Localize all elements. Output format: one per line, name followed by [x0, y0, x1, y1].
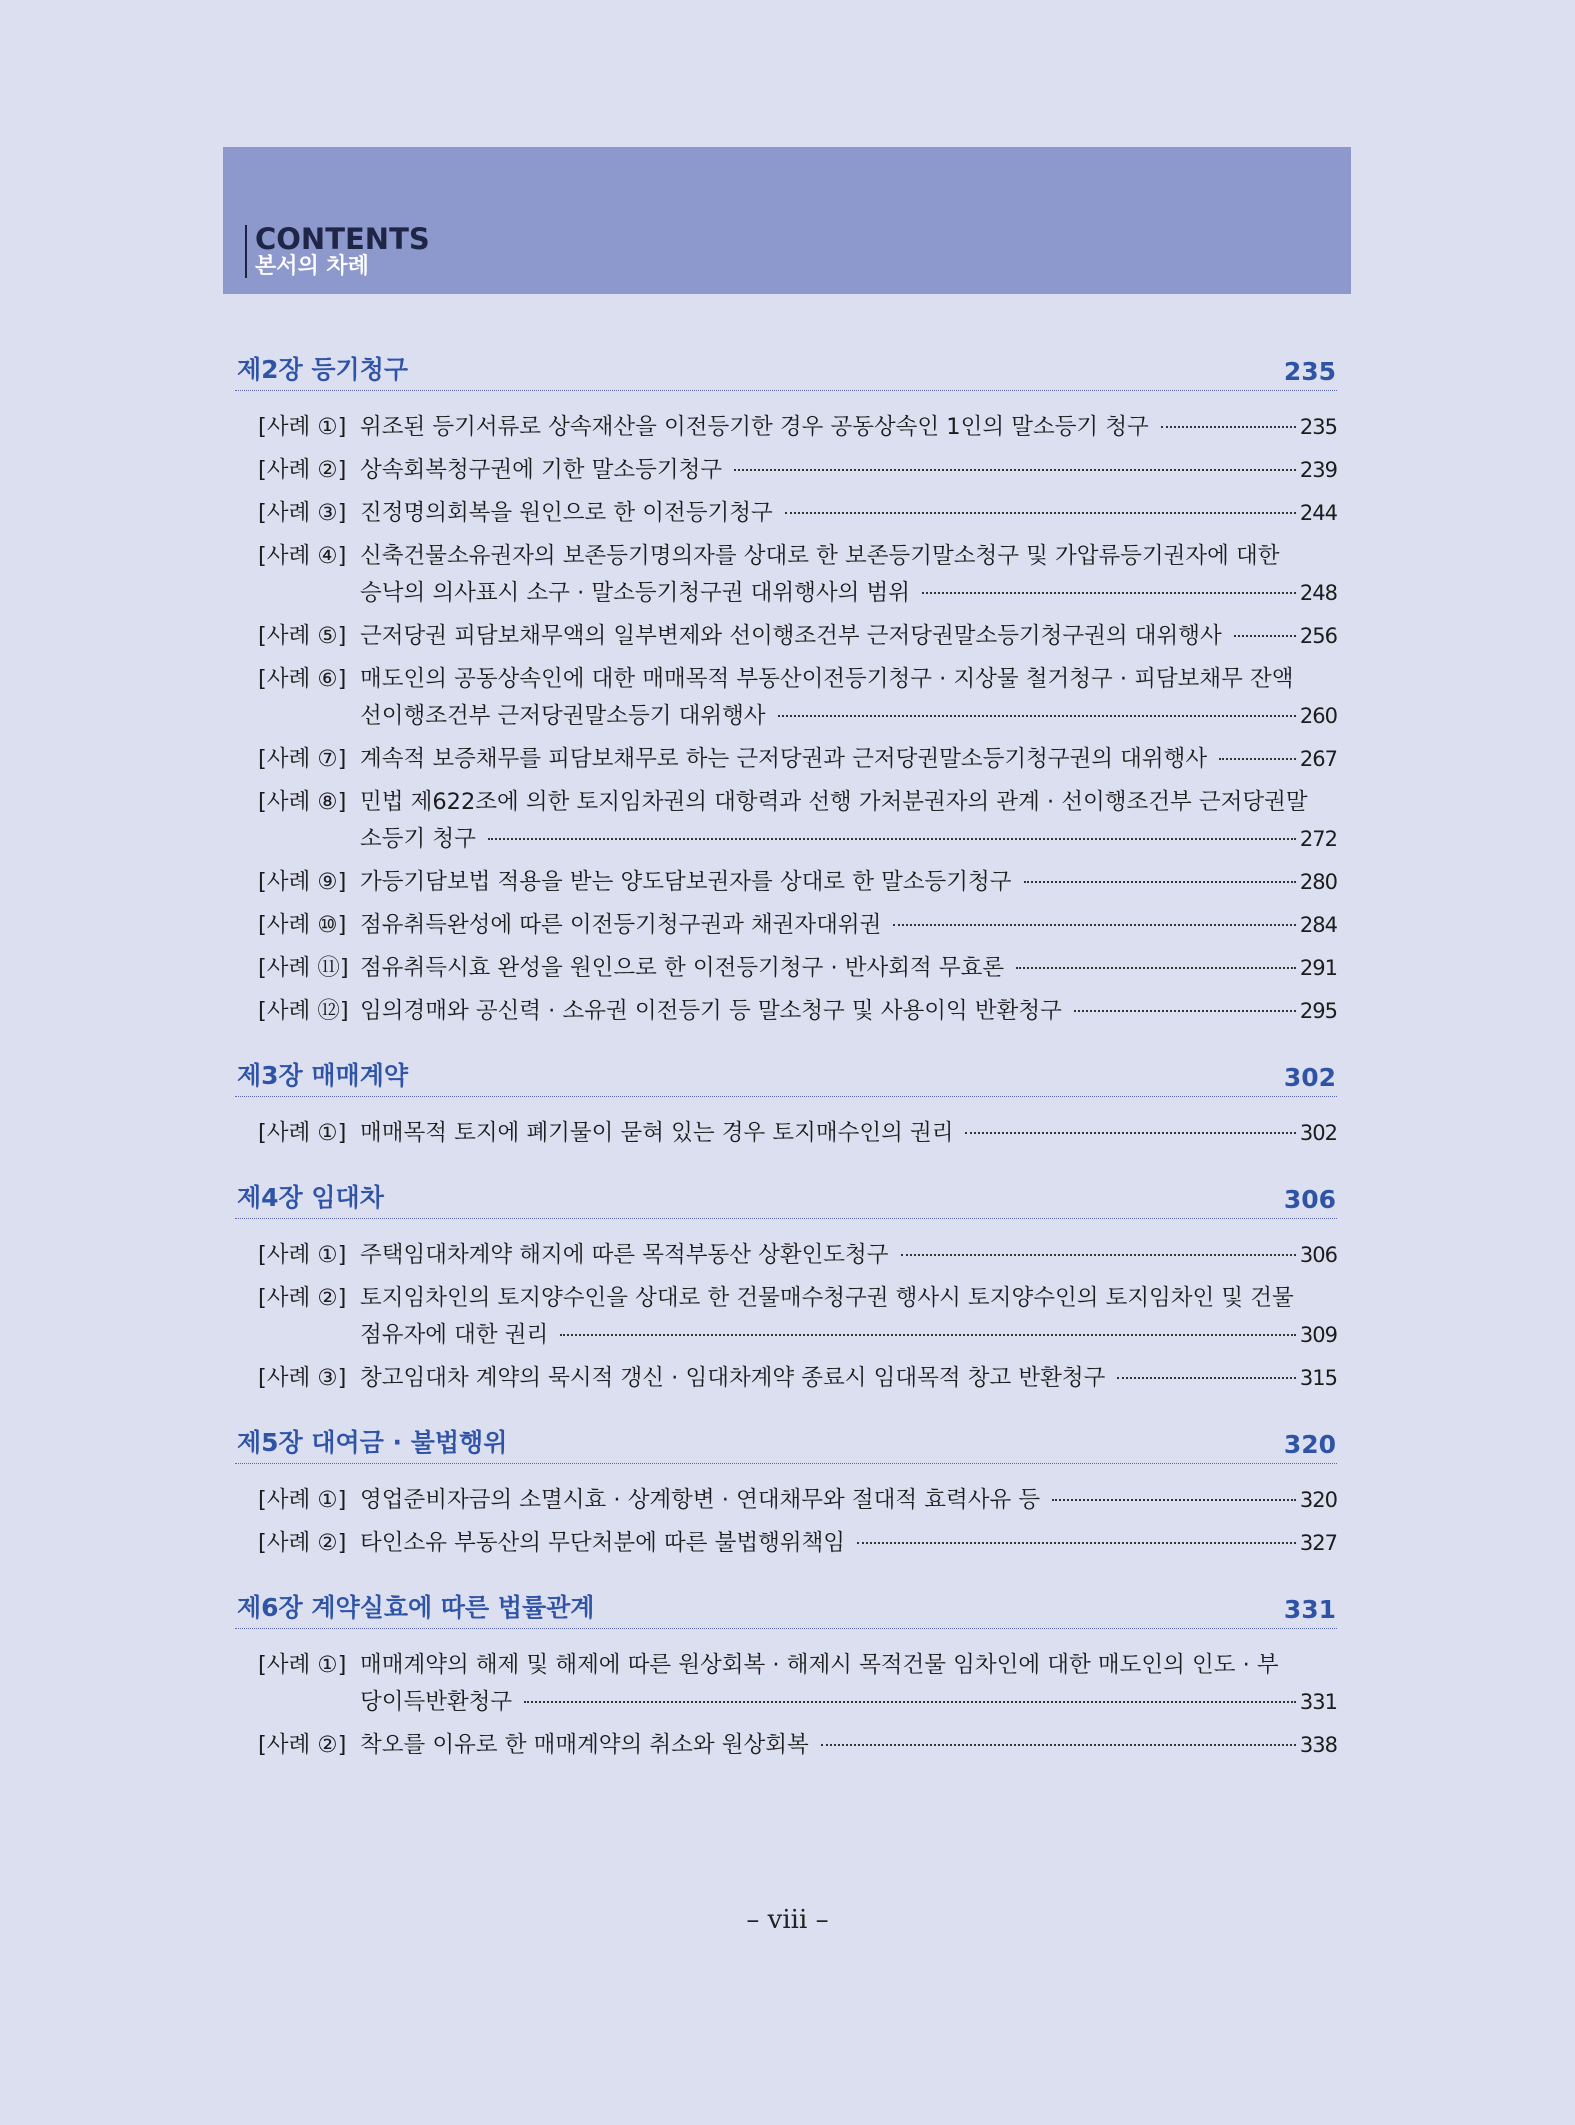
entry-label: [사례 ⑪]	[258, 955, 349, 981]
entry-label: [사례 ③]	[258, 500, 347, 526]
toc-entry[interactable]	[258, 741, 1337, 778]
entry-label: [사례 ④]	[258, 543, 347, 569]
entry-text-line: 소등기 청구	[360, 826, 476, 852]
entry-text-line: 계속적 보증채무를 피담보채무로 하는 근저당권과 근저당권말소등기청구권의 대위행사	[360, 746, 1208, 772]
entry-body	[360, 1115, 1337, 1152]
toc-entry[interactable]	[258, 1647, 1337, 1721]
dot-leader	[965, 1132, 1295, 1134]
chapter-title: 제2장 등기청구	[237, 355, 408, 384]
entry-page-number: 267	[1299, 747, 1337, 771]
entry-body	[360, 1237, 1337, 1274]
entry-page-number: 302	[1299, 1121, 1337, 1145]
contents-title	[245, 222, 430, 279]
dot-leader	[857, 1542, 1296, 1544]
entry-last-line	[360, 993, 1337, 1030]
chapter-page: 320	[1283, 1430, 1336, 1459]
page-number: – viii –	[746, 1905, 829, 1935]
chapter-section	[235, 1178, 1337, 1397]
entry-text-line: 매매목적 토지에 폐기물이 묻혀 있는 경우 토지매수인의 권리	[360, 1120, 954, 1146]
dot-leader	[734, 469, 1296, 471]
entry-page-number: 315	[1299, 1366, 1337, 1390]
dot-leader	[560, 1334, 1296, 1336]
dot-leader	[893, 924, 1296, 926]
entry-body	[360, 864, 1337, 901]
entry-body	[360, 538, 1337, 612]
entry-body	[360, 452, 1337, 489]
chapter-section	[235, 1423, 1337, 1562]
entry-page-number: 327	[1299, 1531, 1337, 1555]
entry-label: [사례 ⑤]	[258, 623, 347, 649]
entry-body	[360, 495, 1337, 532]
entry-label: [사례 ①]	[258, 1652, 347, 1678]
chapter-heading[interactable]	[235, 1423, 1337, 1464]
entry-label: [사례 ②]	[258, 1530, 347, 1556]
entry-text-line: 임의경매와 공신력 · 소유권 이전등기 등 말소청구 및 사용이익 반환청구	[360, 998, 1062, 1024]
entry-label: [사례 ①]	[258, 414, 347, 440]
chapter-title: 제3장 매매계약	[237, 1061, 408, 1090]
entry-text-line: 위조된 등기서류로 상속재산을 이전등기한 경우 공동상속인 1인의 말소등기 청구	[360, 414, 1149, 440]
toc-entry[interactable]	[258, 661, 1337, 735]
entry-page-number: 309	[1299, 1323, 1337, 1347]
entry-last-line	[360, 1525, 1337, 1562]
entry-text-line: 영업준비자금의 소멸시효 · 상계항변 · 연대채무와 절대적 효력사유 등	[360, 1487, 1041, 1513]
entry-last-line	[360, 409, 1337, 446]
entry-label: [사례 ②]	[258, 457, 347, 483]
chapter-page: 302	[1283, 1063, 1336, 1092]
entry-text-line: 점유자에 대한 권리	[360, 1322, 549, 1348]
entry-last-line	[360, 1482, 1337, 1519]
dot-leader	[1052, 1499, 1296, 1501]
toc-entry[interactable]	[258, 452, 1337, 489]
entry-body	[360, 1727, 1337, 1764]
entry-last-line	[360, 741, 1337, 778]
toc-entry[interactable]	[258, 1525, 1337, 1562]
entry-text-line: 승낙의 의사표시 소구 · 말소등기청구권 대위행사의 범위	[360, 580, 910, 606]
dot-leader	[922, 592, 1296, 594]
entry-label: [사례 ①]	[258, 1120, 347, 1146]
dot-leader	[524, 1701, 1296, 1703]
toc-entry[interactable]	[258, 1280, 1337, 1354]
entry-body	[360, 784, 1337, 858]
toc-entry[interactable]	[258, 864, 1337, 901]
chapter-title: 제4장 임대차	[237, 1183, 384, 1212]
toc-entry[interactable]	[258, 1727, 1337, 1764]
entry-label: [사례 ⑩]	[258, 912, 347, 938]
dot-leader	[1074, 1010, 1296, 1012]
entry-body	[360, 993, 1337, 1030]
chapter-section	[235, 350, 1337, 1030]
entry-text-line: 창고임대차 계약의 묵시적 갱신 · 임대차계약 종료시 임대목적 창고 반환청구	[360, 1365, 1106, 1391]
entry-label: [사례 ①]	[258, 1242, 347, 1268]
dot-leader	[901, 1254, 1296, 1256]
entry-body	[360, 618, 1337, 655]
dot-leader	[1117, 1377, 1296, 1379]
entry-page-number: 338	[1299, 1733, 1337, 1757]
chapter-title: 제6장 계약실효에 따른 법률관계	[237, 1593, 595, 1622]
entry-last-line	[360, 821, 1337, 858]
entry-text-line: 선이행조건부 근저당권말소등기 대위행사	[360, 703, 766, 729]
chapter-heading[interactable]	[235, 1178, 1337, 1219]
entry-last-line	[360, 1317, 1337, 1354]
entry-text-line: 근저당권 피담보채무액의 일부변제와 선이행조건부 근저당권말소등기청구권의 대위행사	[360, 623, 1222, 649]
entry-text-line: 진정명의회복을 원인으로 한 이전등기청구	[360, 500, 773, 526]
entry-last-line	[360, 495, 1337, 532]
entry-body	[360, 661, 1337, 735]
entry-label: [사례 ⑨]	[258, 869, 347, 895]
entry-text-line: 신축건물소유권자의 보존등기명의자를 상대로 한 보존등기말소청구 및 가압류등기권자에 대한	[360, 543, 1280, 569]
entry-text-line: 점유취득시효 완성을 원인으로 한 이전등기청구 · 반사회적 무효론	[360, 955, 1005, 981]
entry-text-line: 매도인의 공동상속인에 대한 매매목적 부동산이전등기청구 · 지상물 철거청구 · 피담보채무 잔액	[360, 666, 1294, 692]
entry-page-number: 239	[1299, 458, 1337, 482]
entry-text-line: 착오를 이유로 한 매매계약의 취소와 원상회복	[360, 1732, 809, 1758]
entry-label: [사례 ①]	[258, 1487, 347, 1513]
entry-label: [사례 ②]	[258, 1285, 347, 1311]
entry-last-line	[360, 950, 1337, 987]
dot-leader	[785, 512, 1296, 514]
toc-entry[interactable]	[258, 1360, 1337, 1397]
entry-label: [사례 ⑦]	[258, 746, 347, 772]
toc-entry[interactable]	[258, 993, 1337, 1030]
toc-entry[interactable]	[258, 907, 1337, 944]
entry-page-number: 256	[1299, 624, 1337, 648]
entry-body	[360, 409, 1337, 446]
entry-text-line: 타인소유 부동산의 무단처분에 따른 불법행위책임	[360, 1530, 846, 1556]
entry-last-line	[360, 907, 1337, 944]
entry-last-line	[360, 864, 1337, 901]
entry-page-number: 244	[1299, 501, 1337, 525]
entry-last-line	[360, 452, 1337, 489]
chapter-section	[235, 1588, 1337, 1764]
entry-body	[360, 1280, 1337, 1354]
chapter-heading[interactable]	[235, 1056, 1337, 1097]
entry-body	[360, 1360, 1337, 1397]
entry-last-line	[360, 1360, 1337, 1397]
dot-leader	[1234, 635, 1296, 637]
dot-leader	[1016, 967, 1296, 969]
chapter-page: 306	[1283, 1185, 1336, 1214]
toc-entry[interactable]	[258, 538, 1337, 612]
header-band	[223, 147, 1351, 294]
contents-title-en: CONTENTS	[255, 222, 430, 256]
entry-label: [사례 ⑥]	[258, 666, 347, 692]
entry-last-line	[360, 1115, 1337, 1152]
entry-body	[360, 741, 1337, 778]
toc-entry[interactable]	[258, 784, 1337, 858]
entry-label: [사례 ⑧]	[258, 789, 347, 815]
entry-body	[360, 907, 1337, 944]
entry-last-line	[360, 698, 1337, 735]
entry-text-line: 토지임차인의 토지양수인을 상대로 한 건물매수청구권 행사시 토지양수인의 토지임차인 및 건물	[360, 1285, 1294, 1311]
entry-body	[360, 1647, 1337, 1721]
entry-text-line: 매매계약의 해제 및 해제에 따른 원상회복 · 해제시 목적건물 임차인에 대한 매도인의 인도 · 부	[360, 1652, 1279, 1678]
toc-entry[interactable]	[258, 1237, 1337, 1274]
contents-title-ko: 본서의 차례	[255, 254, 369, 279]
entry-last-line	[360, 1727, 1337, 1764]
chapter-title: 제5장 대여금 · 불법행위	[237, 1428, 508, 1457]
entry-page-number: 306	[1299, 1243, 1337, 1267]
entry-page-number: 295	[1299, 999, 1337, 1023]
chapter-section	[235, 1056, 1337, 1152]
entry-label: [사례 ②]	[258, 1732, 347, 1758]
entry-last-line	[360, 1684, 1337, 1721]
entry-body	[360, 1525, 1337, 1562]
entry-text-line: 상속회복청구권에 기한 말소등기청구	[360, 457, 723, 483]
chapter-heading[interactable]	[235, 350, 1337, 391]
entry-body	[360, 950, 1337, 987]
entry-last-line	[360, 1237, 1337, 1274]
entry-last-line	[360, 618, 1337, 655]
dot-leader	[1219, 758, 1296, 760]
entry-page-number: 284	[1299, 913, 1337, 937]
chapter-heading[interactable]	[235, 1588, 1337, 1629]
entry-page-number: 291	[1299, 956, 1337, 980]
toc-entry[interactable]	[258, 495, 1337, 532]
entry-page-number: 235	[1299, 415, 1337, 439]
entry-label: [사례 ③]	[258, 1365, 347, 1391]
chapter-page: 331	[1283, 1595, 1336, 1624]
dot-leader	[1024, 881, 1296, 883]
entry-page-number: 320	[1299, 1488, 1337, 1512]
toc-entry[interactable]	[258, 950, 1337, 987]
toc-entry[interactable]	[258, 409, 1337, 446]
entry-text-line: 민법 제622조에 의한 토지임차권의 대항력과 선행 가처분권자의 관계 · 선이행조건부 근저당권말	[360, 789, 1308, 815]
entry-body	[360, 1482, 1337, 1519]
entry-text-line: 가등기담보법 적용을 받는 양도담보권자를 상대로 한 말소등기청구	[360, 869, 1012, 895]
dot-leader	[488, 838, 1296, 840]
entry-page-number: 272	[1299, 827, 1337, 851]
entry-text-line: 주택임대차계약 해지에 따른 목적부동산 상환인도청구	[360, 1242, 889, 1268]
dot-leader	[778, 715, 1296, 717]
entry-page-number: 280	[1299, 870, 1337, 894]
entry-page-number: 248	[1299, 581, 1337, 605]
table-of-contents	[235, 350, 1337, 1790]
entry-text-line: 당이득반환청구	[360, 1689, 513, 1715]
entry-label: [사례 ⑫]	[258, 998, 349, 1024]
toc-entry[interactable]	[258, 1115, 1337, 1152]
toc-entry[interactable]	[258, 1482, 1337, 1519]
toc-entry[interactable]	[258, 618, 1337, 655]
dot-leader	[821, 1744, 1296, 1746]
entry-page-number: 331	[1299, 1690, 1337, 1714]
entry-last-line	[360, 575, 1337, 612]
chapter-page: 235	[1283, 357, 1336, 386]
entry-page-number: 260	[1299, 704, 1337, 728]
entry-text-line: 점유취득완성에 따른 이전등기청구권과 채권자대위권	[360, 912, 882, 938]
dot-leader	[1161, 426, 1296, 428]
